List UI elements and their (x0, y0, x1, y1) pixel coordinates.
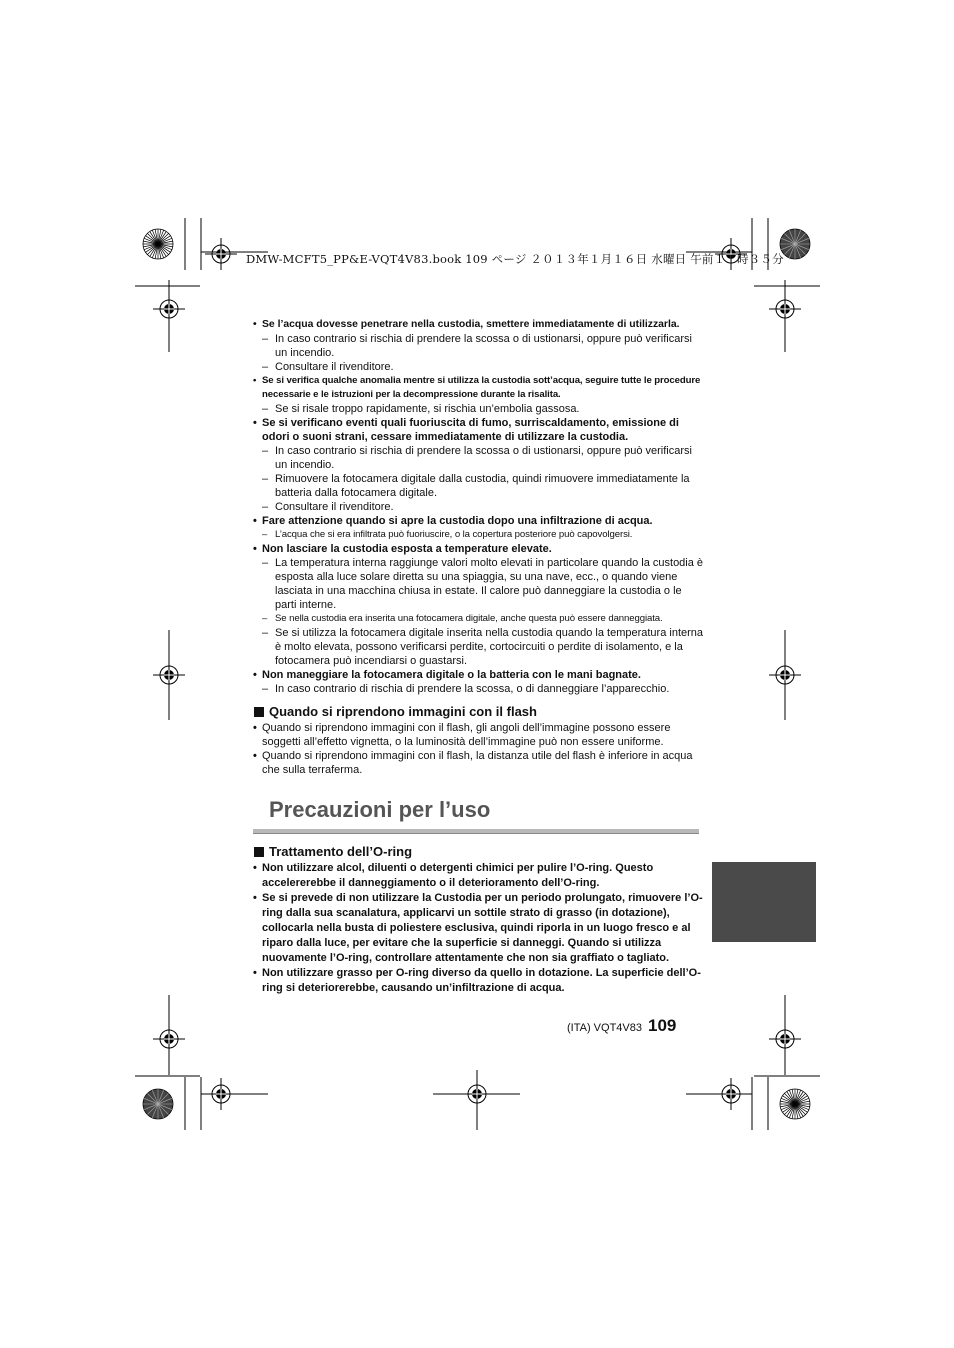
warning-item: • Se si verifica qualche anomalia mentre si utilizza la custodia sott’acqua, seguire tutte le procedure necessarie e le istruzioni per la decompressione durante la risalita. (253, 374, 705, 402)
warning-sub: – La temperatura interna raggiunge valori molto elevati in particolare quando la custodia è esposta alla luce solare diretta su una spiaggia, su una nave, ecc., o quando viene lasciata in una macchina chiusa in estate. Il calore può danneggiare la custodia o le parti interne. (253, 556, 705, 612)
page-number: 109 (647, 1016, 677, 1035)
warning-sub: – Se si utilizza la fotocamera digitale inserita nella custodia quando la temperatura interna è molto elevata, possono verificarsi perdite, cortocircuiti o perdite di isolamento, e la fotocamera può incendiarsi o guastarsi. (253, 626, 705, 668)
page-title: Precauzioni per l’uso (269, 797, 491, 822)
warning-sub: – Rimuovere la fotocamera digitale dalla custodia, quindi rimuovere immediatamente la batteria dalla fotocamera digitale. (253, 472, 705, 500)
print-header: DMW-MCFT5_PP&E-VQT4V83.book 109 ページ ２０１３年１月１６日 水曜日 午前１１時３５分 (246, 252, 784, 266)
warning-item: • Se si verificano eventi quali fuoriuscita di fumo, surriscaldamento, emissione di odori o suoni strani, cessare immediatamente di utilizzare la custodia. (253, 416, 705, 444)
side-tab (712, 862, 816, 942)
warning-sub: – Consultare il rivenditore. (253, 360, 705, 374)
warning-sub: – Se si risale troppo rapidamente, si rischia un’embolia gassosa. (253, 402, 705, 416)
oring-item: • Non utilizzare alcol, diluenti o detergenti chimici per pulire l’O-ring. Questo accelererebbe il danneggiamento o il deterioramento dell’O-ring. (253, 861, 705, 891)
title-rule (253, 829, 699, 834)
oring-item: • Non utilizzare grasso per O-ring diverso da quello in dotazione. La superficie dell’O-ring si deteriorerebbe, causando un’infiltrazione di acqua. (253, 966, 705, 996)
flash-item: • Quando si riprendono immagini con il flash, la distanza utile del flash è inferiore in acqua che sulla terraferma. (253, 749, 705, 777)
flash-section-heading (253, 704, 705, 719)
oring-heading-text: Trattamento dell’O-ring (269, 844, 413, 859)
warning-sub: – In caso contrario di rischia di prendere la scossa, o di danneggiare l’apparecchio. (253, 682, 705, 696)
square-bullet-icon (254, 707, 264, 717)
warning-item: • Fare attenzione quando si apre la custodia dopo una infiltrazione di acqua. (253, 514, 705, 528)
warning-item: • Non maneggiare la fotocamera digitale o la batteria con le mani bagnate. (253, 668, 705, 682)
warning-sub: – In caso contrario si rischia di prendere la scossa o di ustionarsi, oppure può verificarsi un incendio. (253, 444, 705, 472)
warning-sub: – In caso contrario si rischia di prendere la scossa o di ustionarsi, oppure può verificarsi un incendio. (253, 332, 705, 360)
document-code: (ITA) VQT4V83 (567, 1022, 642, 1034)
page-content (253, 318, 705, 996)
warning-item: • Se l’acqua dovesse penetrare nella custodia, smettere immediatamente di utilizzarla. (253, 318, 705, 332)
warning-sub: – Consultare il rivenditore. (253, 500, 705, 514)
page-footer (567, 1016, 676, 1036)
warning-sub: – Se nella custodia era inserita una fotocamera digitale, anche questa può essere danneggiata. (253, 612, 705, 626)
flash-heading-text: Quando si riprendono immagini con il flash (269, 704, 537, 719)
square-bullet-icon (254, 847, 264, 857)
oring-section-heading (253, 844, 705, 859)
oring-item: • Se si prevede di non utilizzare la Custodia per un periodo prolungato, rimuovere l’O-ring dalla sua scanalatura, applicarvi un sottile strato di grasso (in dotazione), collocarla nella busta di poliestere esclusiva, quindi riporla in un luogo fresco e al riparo dalla luce, per evitare che la superficie si danneggi. Quando si utilizza nuovamente l’O-ring, controllare attentamente che non sia graffiato o tagliato. (253, 891, 705, 966)
warning-item: • Non lasciare la custodia esposta a temperature elevate. (253, 542, 705, 556)
warning-sub: – L’acqua che si era infiltrata può fuoriuscire, o la copertura posteriore può capovolgersi. (253, 528, 705, 542)
flash-item: • Quando si riprendono immagini con il flash, gli angoli dell’immagine possono essere soggetti all’effetto vignetta, o la luminosità dell’immagine può non essere uniforme. (253, 721, 705, 749)
